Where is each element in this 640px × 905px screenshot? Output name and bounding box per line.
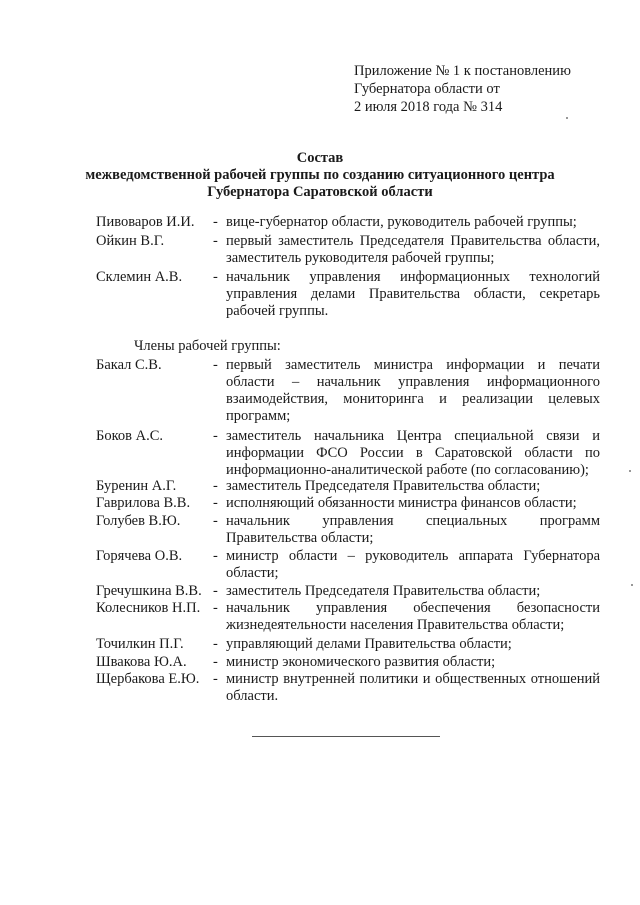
- appendix-line-1: Приложение № 1 к постановлению: [354, 63, 571, 79]
- member-position: министр внутренней политики и общественных отношений области.: [226, 671, 600, 704]
- member-position: первый заместитель Председателя Правительства области, заместитель руководителя рабочей группы;: [226, 233, 600, 266]
- appendix-line-3: 2 июля 2018 года № 314: [354, 99, 503, 115]
- member-name: Склемин А.В.: [96, 269, 183, 285]
- member-name: Пивоваров И.И.: [96, 214, 195, 230]
- member-name: Горячева О.В.: [96, 548, 183, 564]
- appendix-line-2: Губернатора области от: [354, 81, 500, 97]
- dash-separator: -: [213, 478, 218, 494]
- member-name: Гаврилова В.В.: [96, 495, 191, 511]
- scan-speck: [566, 117, 568, 119]
- member-name: Точилкин П.Г.: [96, 636, 184, 652]
- member-name: Швакова Ю.А.: [96, 654, 187, 670]
- member-position: исполняющий обязанности министра финансов области;: [226, 495, 577, 511]
- members-heading: Члены рабочей группы:: [134, 338, 281, 354]
- dash-separator: -: [213, 600, 218, 616]
- scan-speck: [631, 584, 633, 586]
- member-name: Боков А.С.: [96, 428, 163, 444]
- dash-separator: -: [213, 654, 218, 670]
- member-position: первый заместитель министра информации и печати области – начальник управления информационного взаимодействия, мониторинга и реализации целевых программ;: [226, 357, 600, 424]
- document-title: [0, 150, 640, 201]
- member-position: министр экономического развития области;: [226, 654, 496, 670]
- dash-separator: -: [213, 495, 218, 511]
- member-position: управляющий делами Правительства области;: [226, 636, 512, 652]
- dash-separator: -: [213, 357, 218, 373]
- member-name: Ойкин В.Г.: [96, 233, 165, 249]
- dash-separator: -: [213, 269, 218, 285]
- dash-separator: -: [213, 636, 218, 652]
- title-line-3: Губернатора Саратовской области: [207, 184, 433, 200]
- dash-separator: -: [213, 428, 218, 444]
- member-name: Бакал С.В.: [96, 357, 162, 373]
- member-position: заместитель Председателя Правительства области;: [226, 583, 541, 599]
- member-position: вице-губернатор области, руководитель рабочей группы;: [226, 214, 577, 230]
- dash-separator: -: [213, 671, 218, 687]
- member-position: заместитель Председателя Правительства области;: [226, 478, 541, 494]
- member-name: Буренин А.Г.: [96, 478, 177, 494]
- member-name: Голубев В.Ю.: [96, 513, 181, 529]
- member-position: заместитель начальника Центра специальной связи и информации ФСО России в Саратовской области по информационно-аналитической работе (по согласованию);: [226, 428, 600, 478]
- dash-separator: -: [213, 214, 218, 230]
- member-name: Щербакова Е.Ю.: [96, 671, 200, 687]
- member-position: начальник управления информационных технологий управления делами Правительства области, секретарь рабочей группы.: [226, 269, 600, 319]
- member-position: начальник управления специальных программ Правительства области;: [226, 513, 600, 546]
- dash-separator: -: [213, 513, 218, 529]
- title-line-2: межведомственной рабочей группы по созданию ситуационного центра: [85, 167, 555, 183]
- dash-separator: -: [213, 583, 218, 599]
- closing-divider: [252, 736, 440, 737]
- scan-speck: [629, 470, 631, 472]
- member-name: Колесников Н.П.: [96, 600, 201, 616]
- title-line-1: Состав: [296, 150, 344, 166]
- dash-separator: -: [213, 233, 218, 249]
- member-position: министр области – руководитель аппарата Губернатора области;: [226, 548, 600, 581]
- member-position: начальник управления обеспечения безопасности жизнедеятельности населения Правительства области;: [226, 600, 600, 633]
- member-name: Гречушкина В.В.: [96, 583, 202, 599]
- dash-separator: -: [213, 548, 218, 564]
- appendix-note: [354, 62, 624, 116]
